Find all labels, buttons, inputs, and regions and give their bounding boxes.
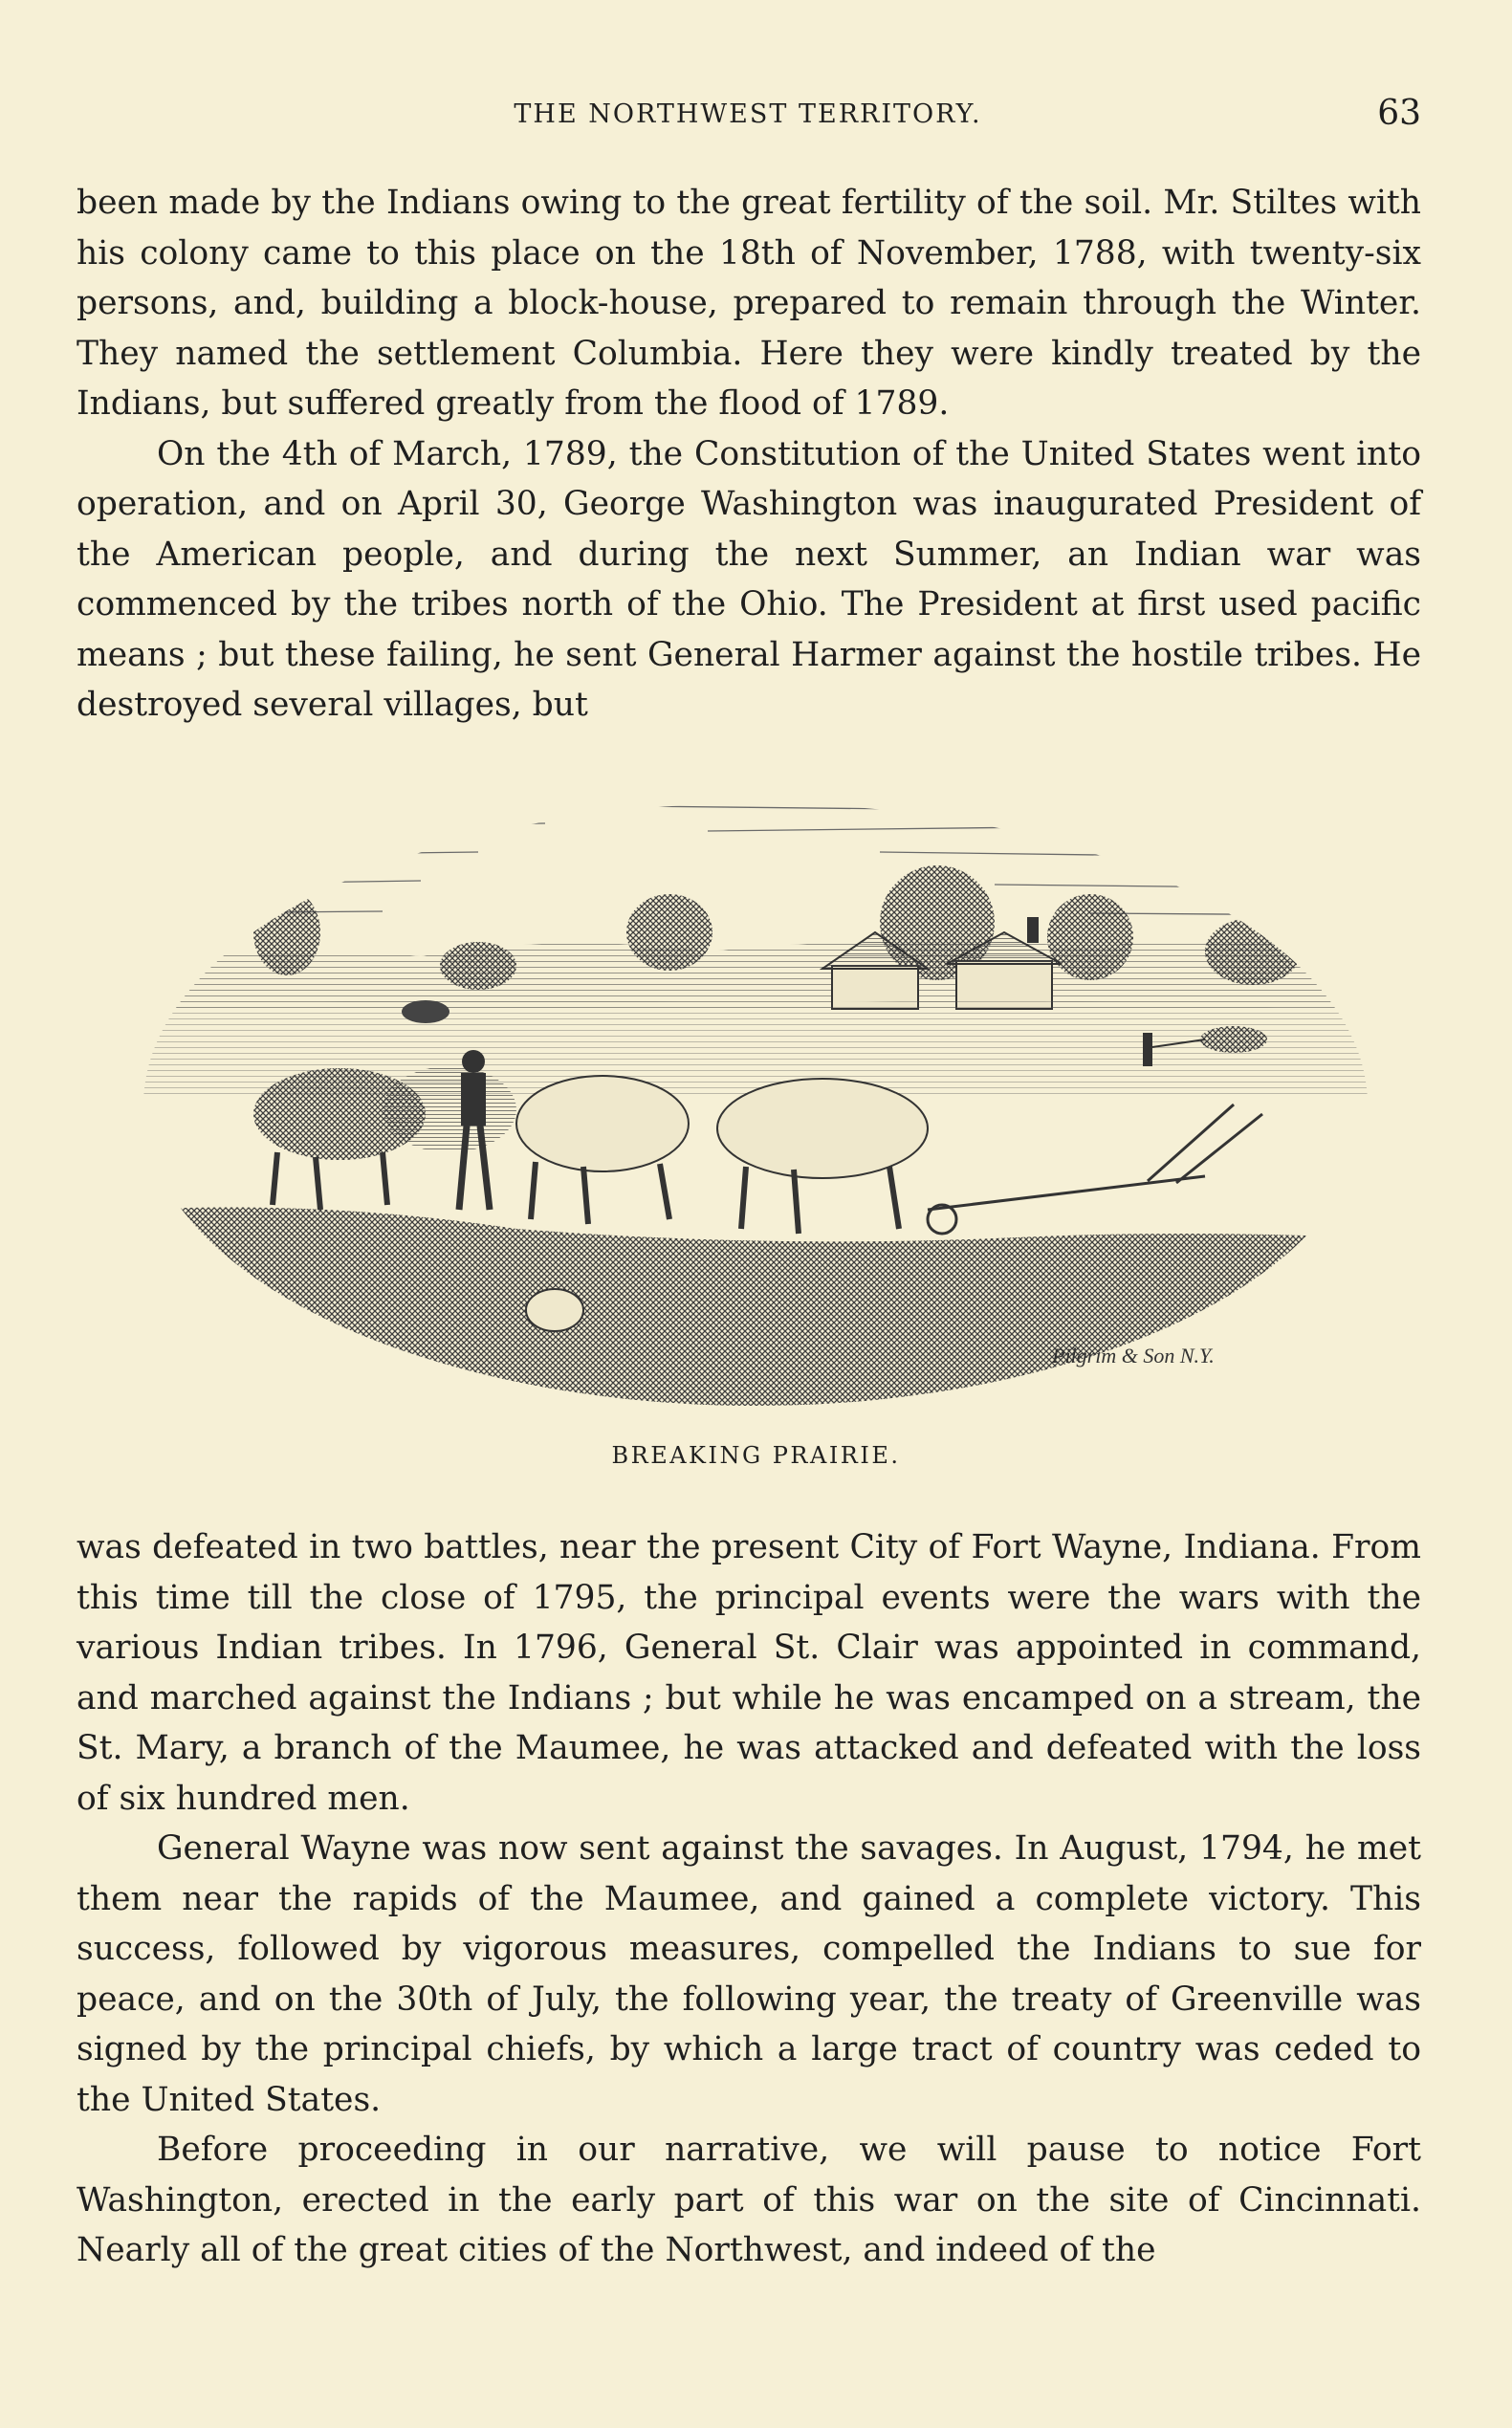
engraver-signature: Pilgrim & Son N.Y. bbox=[1052, 1344, 1215, 1367]
rock bbox=[526, 1289, 583, 1331]
running-head bbox=[75, 94, 1421, 138]
sky bbox=[153, 802, 1358, 915]
oxen-team bbox=[253, 1066, 928, 1234]
figure-caption: BREAKING PRAIRIE. bbox=[611, 1442, 901, 1469]
distant-hills bbox=[134, 941, 1377, 1009]
paragraph: been made by the Indians owing to the great fertility of the soil. Mr. Stiltes with his colony came to this place on the 18th of November, 1788, with twenty-six persons, and, building a block-house, prepared to remain through the Winter. They named the settlement Columbia. Here they were kindly treated by the Indians, but suffered greatly from the flood of 1789. bbox=[77, 184, 1421, 423]
paragraph: Before proceeding in our narrative, we will pause to notice Fort Washington, erected in the early part of this war on the site of Cincinnati. Nearly all of the great cities of the Northwest, and indeed of the bbox=[77, 2131, 1421, 2269]
grazing-cow bbox=[402, 1000, 449, 1023]
paragraph: General Wayne was now sent against the savages. In August, 1794, he met them near the rapids of the Maumee, and gained a complete victory. This success, followed by vigorous measures, compelled the Indians to sue for peace, and on the 30th of July, the following year, the treaty of Greenville was signed by the principal chiefs, by which a large tract of country was ceded to the United States. bbox=[77, 1829, 1421, 2119]
paragraph: was defeated in two battles, near the present City of Fort Wayne, Indiana. From this time till the close of 1795, the principal events were the wars with the various Indian tribes. In 1796, General St. Clair was appointed in command, and marched against the Indians ; but while he was encamped on a stream, the St. Mary, a branch of the Maumee, he was attacked and defeated with the loss of six hundred men. bbox=[77, 1528, 1421, 1818]
page-number: 63 bbox=[1377, 94, 1421, 133]
text-block-bottom bbox=[77, 1522, 1421, 2276]
text-block-top bbox=[77, 178, 1421, 731]
engraving-breaking-prairie bbox=[134, 789, 1377, 1420]
paragraph: On the 4th of March, 1789, the Constitution of the United States went into operation, and on April 30, George Washington was inaugurated President of the American people, and during the next Summer, an Indian war was commenced by the tribes north of the Ohio. The President at first used pacific means ; but these failing, he sent General Harmer against the hostile tribes. He destroyed several villages, but bbox=[77, 434, 1421, 724]
running-title: THE NORTHWEST TERRITORY. bbox=[514, 99, 982, 129]
foreground-grass bbox=[134, 1208, 1377, 1421]
plow bbox=[928, 1105, 1262, 1234]
